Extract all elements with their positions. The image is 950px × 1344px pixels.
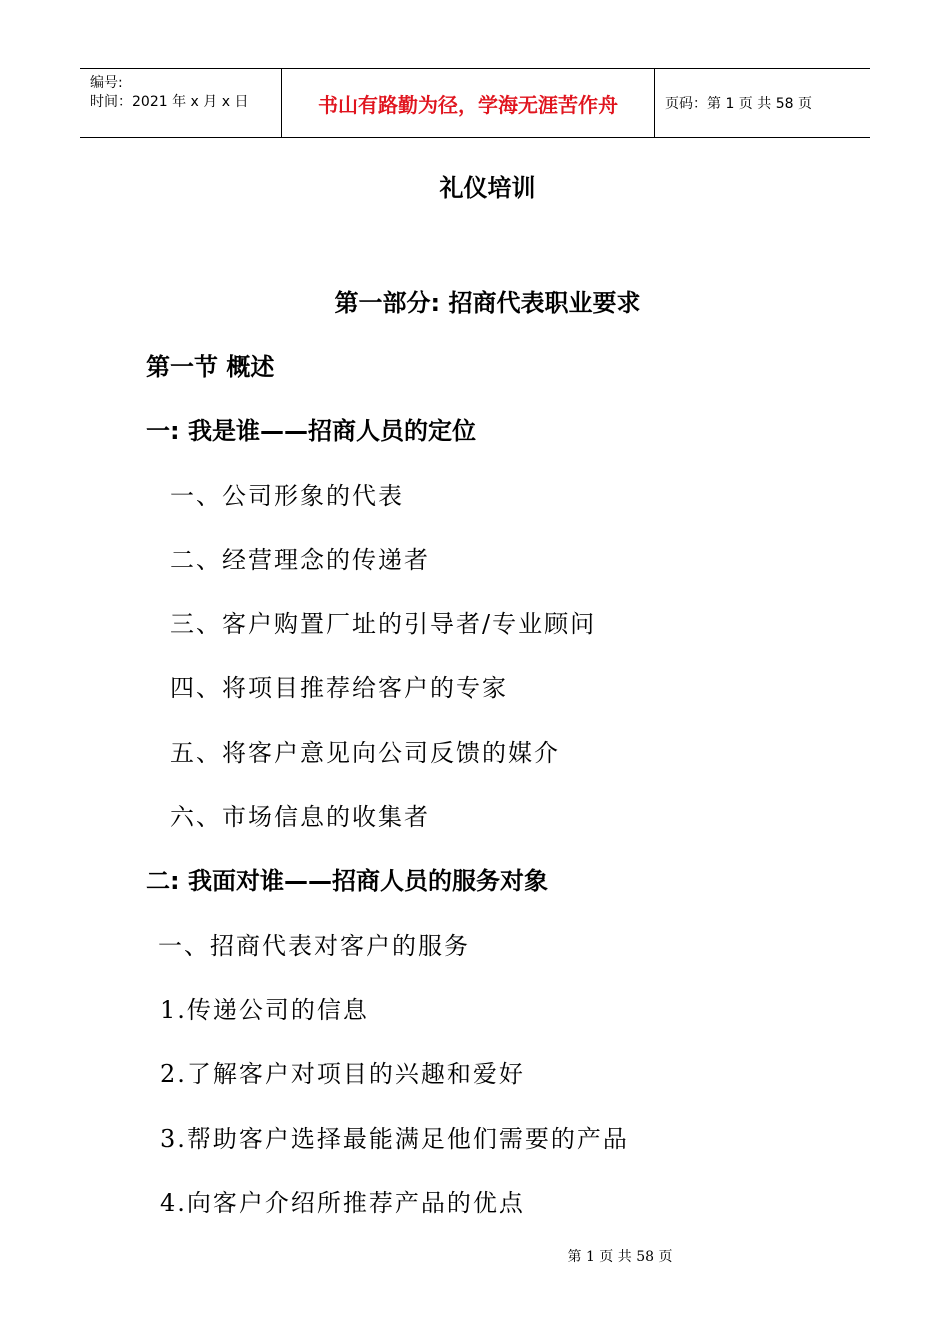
- list-item: 三、客户购置厂址的引导者/专业顾问: [170, 610, 597, 638]
- header-page-label: 页码：第 1 页 共 58 页: [665, 96, 812, 112]
- heading-2: 二: 我面对谁——招商人员的服务对象: [146, 867, 548, 895]
- list-item: 五、将客户意见向公司反馈的媒介: [170, 739, 560, 767]
- list-item: 一、公司形象的代表: [170, 482, 404, 510]
- heading-1: 一: 我是谁——招商人员的定位: [146, 417, 476, 445]
- list-item: 4.向客户介绍所推荐产品的优点: [160, 1189, 525, 1217]
- list-item: 六、市场信息的收集者: [170, 803, 430, 831]
- header-info-cell: [80, 69, 280, 137]
- document-header-table: [80, 68, 870, 138]
- section-title: 第一节 概述: [146, 353, 275, 381]
- subheading: 一、招商代表对客户的服务: [158, 932, 470, 960]
- list-item: 二、经营理念的传递者: [170, 546, 430, 574]
- part-title: 第一部分: 招商代表职业要求: [334, 289, 641, 317]
- document-title: 礼仪培训: [439, 174, 536, 202]
- header-motto: 书山有路勤为径，学海无涯苦作舟: [318, 92, 618, 117]
- list-item: 3.帮助客户选择最能满足他们需要的产品: [160, 1125, 629, 1153]
- list-item: 1.传递公司的信息: [160, 996, 369, 1024]
- list-item: 2.了解客户对项目的兴趣和爱好: [160, 1060, 525, 1088]
- header-divider: [654, 69, 655, 137]
- page-footer: 第 1 页 共 58 页: [567, 1249, 673, 1265]
- time-label: 时间：2021 年 x 月 x 日: [90, 94, 249, 110]
- number-label: 编号:: [90, 75, 123, 91]
- list-item: 四、将项目推荐给客户的专家: [170, 674, 508, 702]
